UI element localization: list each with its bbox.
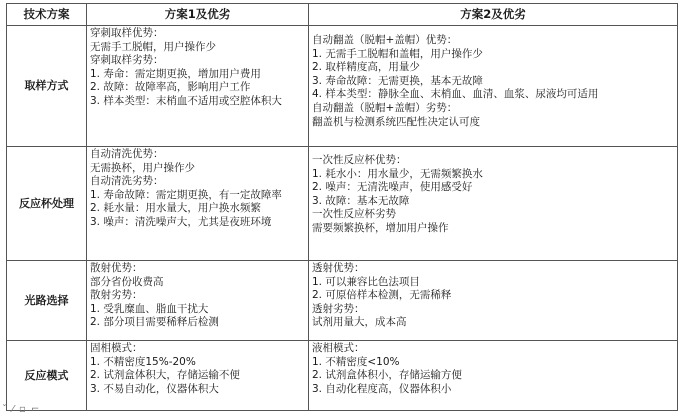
header-scheme-1: 方案1及优劣 (87, 4, 309, 26)
cell-line: 2. 可原倍样本检测，无需稀释 (312, 289, 452, 302)
cell-line: 无需手工脱帽，用户操作少 (90, 40, 216, 53)
cell-line: 2. 部分项目需要稀释后检测 (90, 316, 219, 329)
cell-line: 试剂用量大，成本高 (312, 316, 407, 329)
cell-line: 一次性反应杯优势： (312, 154, 407, 166)
cell-line: 透射劣势： (312, 302, 365, 315)
cell-line: 1. 无需手工脱帽和盖帽，用户操作少 (312, 47, 483, 60)
cell-line: 需要频繁换杯，增加用户操作 (312, 221, 449, 234)
row-label-optical-path: 光路选择 (7, 261, 87, 341)
cell-line: 穿刺取样优势： (90, 27, 164, 39)
cell-scheme2-sampling (309, 26, 678, 147)
cell-scheme2-optical (309, 261, 678, 341)
cell-line: 液相模式： (312, 342, 365, 354)
cell-line: 3. 寿命故障：无需更换，基本无故障 (312, 74, 483, 87)
table-row (7, 261, 678, 341)
table-row (7, 341, 678, 411)
cell-line: 1. 受乳糜血、脂血干扰大 (90, 302, 209, 315)
table-row (7, 147, 678, 261)
cell-line: 固相模式： (90, 342, 143, 354)
cell-line: 自动清洗劣势： (90, 175, 164, 188)
cell-line: 4. 样本类型：静脉全血、末梢血、血清、血浆、尿液均可适用 (312, 88, 599, 101)
cell-scheme2-reaction (309, 341, 678, 411)
cell-line: 自动翻盖（脱帽+盖帽）劣势： (312, 101, 458, 114)
cell-line: 穿刺取样劣势： (90, 54, 164, 67)
cell-line: 2. 噪声：无清洗噪声，使用感受好 (312, 181, 473, 194)
comparison-table (6, 3, 678, 411)
cell-line: 3. 自动化程度高，仪器体积小 (312, 382, 452, 395)
header-scheme-2: 方案2及优劣 (309, 4, 678, 26)
header-row (7, 4, 678, 26)
cell-line: 自动清洗优势： (90, 148, 164, 160)
row-label-cuvette: 反应杯处理 (7, 147, 87, 261)
cell-line: 1. 可以兼容比色法项目 (312, 275, 420, 288)
cell-line: 1. 寿命：需定期更换，增加用户费用 (90, 67, 261, 80)
cell-line: 3. 不易自动化，仪器体积大 (90, 382, 219, 395)
row-label-reaction-mode: 反应模式 (7, 341, 87, 411)
header-tech-scheme: 技术方案 (7, 4, 87, 26)
cell-line: 无需换杯，用户操作少 (90, 161, 195, 174)
cell-line: 3. 样本类型：末梢血不适用或空腔体积大 (90, 94, 282, 107)
cell-line: 3. 故障：基本无故障 (312, 194, 410, 207)
row-label-sampling: 取样方式 (7, 26, 87, 147)
cell-line: 2. 试剂盒体积小，存储运输方便 (312, 369, 462, 382)
cell-line: 3. 噪声：清洗噪声大，尤其是夜班环境 (90, 215, 272, 228)
cell-scheme1-optical (87, 261, 309, 341)
cell-line: 一次性反应杯劣势 (312, 208, 396, 221)
cell-line: 2. 试剂盒体积大，存储运输不便 (90, 369, 240, 382)
cell-line: 1. 不精密度<10% (312, 355, 400, 368)
cell-line: 散射劣势： (90, 289, 143, 302)
cell-line: 2. 耗水量：用水量大，用户换水频繁 (90, 202, 261, 215)
cell-line: 2. 故障：故障率高，影响用户工作 (90, 81, 251, 94)
cell-line: 翻盖机与检测系统匹配性决定认可度 (312, 115, 480, 128)
cell-line: 透射优势： (312, 262, 365, 274)
cell-line: 部分省份收费高 (90, 275, 164, 288)
cell-line: 散射优势： (90, 262, 143, 274)
table-row (7, 26, 678, 147)
cell-line: 1. 耗水小：用水量少，无需频繁换水 (312, 167, 483, 180)
cell-line: 1. 不精密度15%-20% (90, 355, 196, 368)
cell-scheme2-cuvette (309, 147, 678, 261)
cell-scheme1-cuvette (87, 147, 309, 261)
cropped-edge-marks: ˇ ⁄ ▫ ⌐ (2, 404, 41, 415)
cell-scheme1-reaction (87, 341, 309, 411)
cell-line: 2. 取样精度高，用量少 (312, 61, 420, 74)
cell-line: 自动翻盖（脱帽+盖帽）优势： (312, 34, 458, 46)
cell-line: 1. 寿命故障：需定期更换，有一定故障率 (90, 188, 282, 201)
cell-scheme1-sampling (87, 26, 309, 147)
